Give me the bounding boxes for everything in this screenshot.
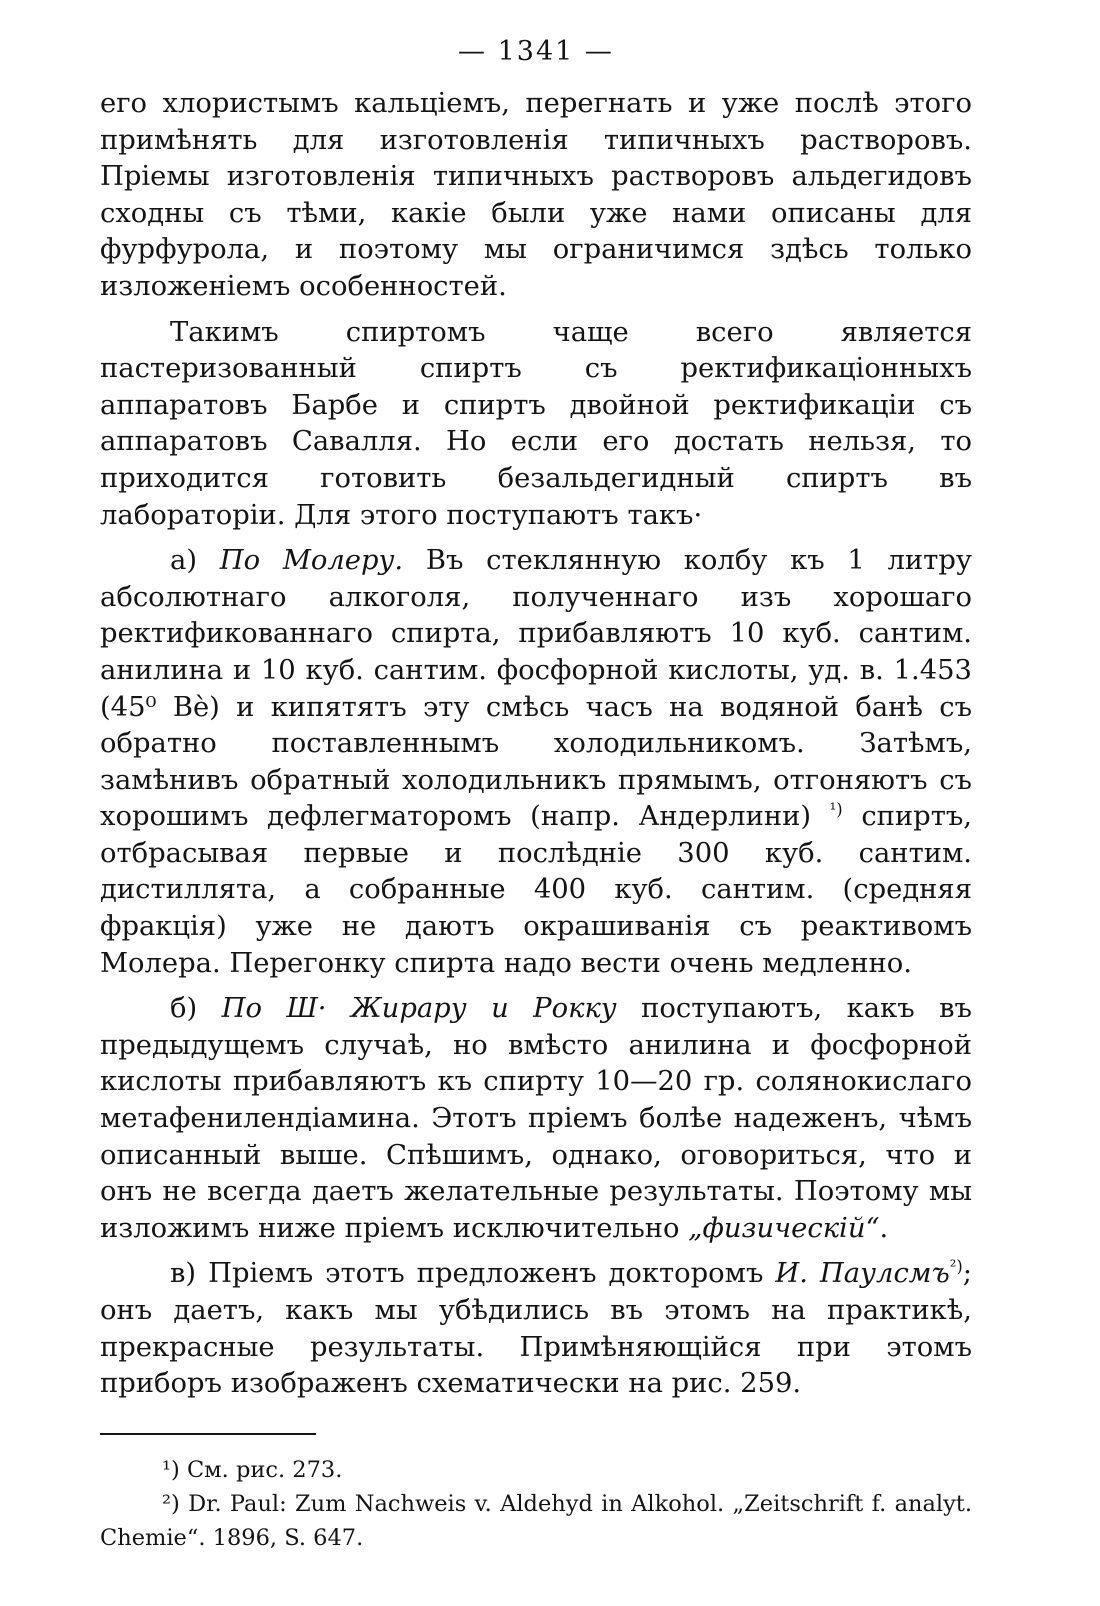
footnote-marker: ¹)	[162, 1456, 180, 1483]
footnote-ref-1: ¹)	[829, 800, 843, 820]
page-number: — 1341 —	[458, 36, 614, 67]
footnote-marker: ²)	[162, 1490, 180, 1517]
paragraph-text: Такимъ спиртомъ чаще всего является пастеризованный спиртъ съ ректификаціонныхъ аппаратовъ Барбе и спиртъ двойной ректификаціи съ аппаратовъ Савалля. Но если его достать нельзя, то приходится готовить безальдегидный спиртъ въ лабораторіи. Для этого поступаютъ такъ·	[100, 316, 972, 531]
paragraph-method-c	[100, 1256, 972, 1402]
paragraph-continuation	[100, 86, 972, 306]
paragraph-text: в) Пріемъ этотъ предложенъ докторомъ	[170, 1258, 776, 1290]
item-marker: а)	[170, 545, 220, 577]
footnote-ref-2: ²)	[949, 1257, 963, 1277]
body-text	[100, 86, 972, 1403]
paragraph-spirit-sources	[100, 315, 972, 535]
paragraph-text: Въ стеклянную колбу къ 1 литру абсолютнаго алкоголя, полученнаго изъ хорошаго ректификованнаго спирта, прибавляютъ 10 куб. сантим. анилина и 10 куб. сантим. фосфорной кислоты, уд. в. 1.453 (45⁰ Bè) и кипятятъ эту смѣсь часъ на водяной банѣ съ обратно поставленнымъ холодильникомъ. Затѣмъ, замѣнивъ обратный холодильникъ прямымъ, отгоняютъ съ хорошимъ дефлегматоромъ (напр. Андерлини)	[100, 545, 972, 833]
footnote-divider	[100, 1433, 316, 1435]
book-page	[100, 30, 972, 1555]
paragraph-method-a	[100, 543, 972, 982]
author-name-italic: И. Паулсмъ	[775, 1258, 950, 1290]
method-name-italic: По Молеру.	[219, 545, 404, 577]
paragraph-method-b	[100, 991, 972, 1247]
quoted-term-italic: „физическій“	[688, 1212, 880, 1244]
item-marker: б)	[170, 993, 222, 1025]
paragraph-text: спиртъ, отбрасывая первые и послѣдніе 300 куб. сантим. дистиллята, а собранные 400 куб. сантим. (средняя фракція) уже не даютъ окрашиванія съ реактивомъ Молера. Перегонку спирта надо вести очень медленно.	[100, 801, 972, 979]
paragraph-text: его хлористымъ кальціемъ, перегнать и уже послѣ этого примѣнять для изготовленія типичныхъ растворовъ. Пріемы изготовленія типичныхъ растворовъ альдегидовъ сходны съ тѣми, какіе были уже нами описаны для фурфурола, и поэтому мы ограничимся здѣсь только изложеніемъ особенностей.	[100, 88, 972, 302]
footnote-2	[100, 1487, 972, 1555]
footnotes	[100, 1453, 972, 1555]
paragraph-text: поступаютъ, какъ въ предыдущемъ случаѣ, но вмѣсто анилина и фосфорной кислоты прибавляютъ къ спирту 10—20 гр. солянокислаго метафенилендіамина. Этотъ пріемъ болѣе надеженъ, чѣмъ описанный выше. Спѣшимъ, однако, оговориться, что и онъ не всегда даетъ желательные результаты. Поэтому мы изложимъ ниже пріемъ исключительно	[100, 993, 972, 1244]
footnote-text: См. рис. 273.	[179, 1456, 343, 1483]
footnote-text: Dr. Paul: Zum Nachweis v. Aldehyd in Alkohol. „Zeitschrift f. analyt. Chemie“. 1896, S. 647.	[100, 1490, 972, 1551]
footnote-1	[100, 1453, 972, 1487]
method-name-italic: По Ш· Жирару и Рокку	[221, 993, 617, 1025]
paragraph-text: ; онъ даетъ, какъ мы убѣдились въ этомъ на практикѣ, прекрасные результаты. Примѣняющійся при этомъ приборъ изображенъ схематически на рис. 259.	[100, 1258, 973, 1400]
paragraph-text: .	[879, 1212, 889, 1244]
